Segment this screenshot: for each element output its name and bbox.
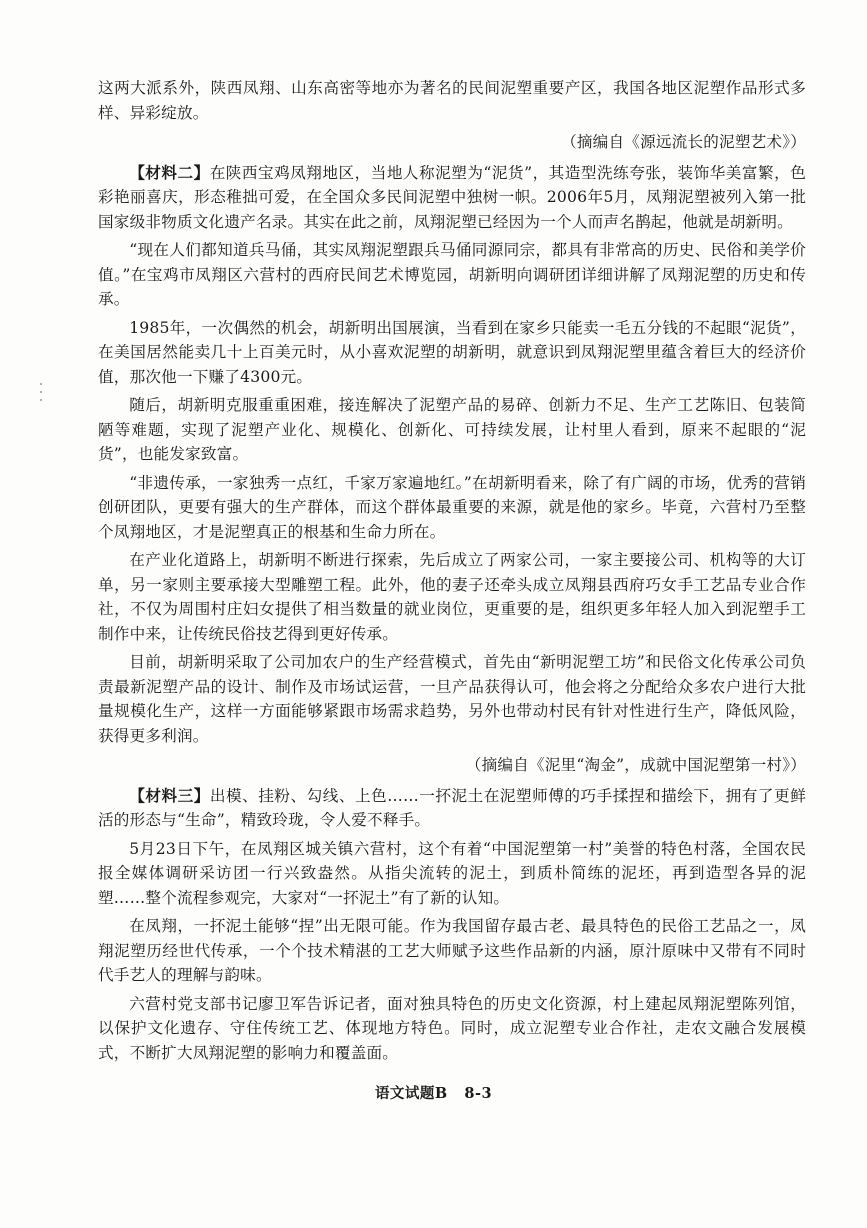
article-body [98, 76, 806, 1069]
scan-speck [40, 399, 42, 401]
material2-paragraph: “非遗传承，一家独秀一点红，千家万家遍地红。”在胡新明看来，除了有广阔的市场，优秀的营销创研团队，更要有强大的生产群体，而这个群体最重要的来源，就是他的家乡。毕竟，六营村乃至整个凤翔地区，才是泥塑真正的根基和生命力所在。 [98, 473, 806, 541]
material3-paragraph [98, 784, 806, 833]
material2-paragraph: 在产业化道路上，胡新明不断进行探索，先后成立了两家公司，一家主要接公司、机构等的大订单，另一家则主要承接大型雕塑工程。此外，他的妻子还牵头成立凤翔县西府巧女手工艺品专业合作社，不仅为周围村庄妇女提供了相当数量的就业岗位，更重要的是，组织更多年轻人加入到泥塑手工制作中来，让传统民俗技艺得到更好传承。 [98, 551, 806, 643]
material2-paragraph: 随后，胡新明克服重重困难，接连解决了泥塑产品的易碎、创新力不足、生产工艺陈旧、包装简陋等难题，实现了泥塑产业化、规模化、创新化、可持续发展，让村里人看到，原来不起眼的“泥货”，也能发家致富。 [98, 396, 806, 463]
material2-paragraph: 1985年，一次偶然的机会，胡新明出国展演，当看到在家乡只能卖一毛五分钱的不起眼“泥货”，在美国居然能卖几十上百美元时，从小喜欢泥塑的胡新明，就意识到凤翔泥塑里蕴含着巨大的经济价值，那次他一下赚了4300元。 [98, 318, 806, 386]
material3-paragraph-text: 出模、挂粉、勾线、上色……一抔泥土在泥塑师傅的巧手揉捏和描绘下，拥有了更鲜活的形态与“生命”，精致玲珑，令人爱不释手。 [98, 786, 806, 829]
page-number: 8-3 [464, 1085, 493, 1102]
material2-paragraph-text: 在陕西宝鸡凤翔地区，当地人称泥塑为“泥货”，其造型洗练夸张，装饰华美富繁，色彩艳丽喜庆，形态稚拙可爱，在全国众多民间泥塑中独树一帜。2006年5月，凤翔泥塑被列入第一批国家级非物质文化遗产名录。其实在此之前，凤翔泥塑已经因为一个人而声名鹊起，他就是胡新明。 [98, 163, 806, 231]
material2-paragraph [98, 161, 806, 235]
material3-paragraph: 在凤翔，一抔泥土能够“捏”出无限可能。作为我国留存最古老、最具特色的民俗工艺品之一，凤翔泥塑历经世代传承，一个个技术精湛的工艺大师赋予这些作品新的内涵，原汁原味中又带有不同时代手艺人的理解与韵味。 [98, 917, 806, 984]
source-citation: （摘编自《泥里“淘金”，成就中国泥塑第一村》） [465, 756, 806, 774]
material2-paragraph: 目前，胡新明采取了公司加农户的生产经营模式，首先由“新明泥塑工坊”和民俗文化传承公司负责最新泥塑产品的设计、制作及市场试运营，一旦产品获得认可，他会将之分配给众多农户进行大批量规模化生产，这样一方面能够紧跟市场需求趋势，另外也带动村民有针对性进行生产，降低风险，获得更多利润。 [98, 653, 806, 745]
page-footer [0, 1082, 867, 1103]
scan-speck [40, 391, 42, 393]
source-citation: （摘编自《源远流长的泥塑艺术》） [561, 133, 806, 151]
scan-speck [40, 383, 42, 385]
material2-paragraph: “现在人们都知道兵马俑，其实凤翔泥塑跟兵马俑同源同宗，都具有非常高的历史、民俗和美学价值。”在宝鸡市凤翔区六营村的西府民间艺术博览园，胡新明向调研团详细讲解了凤翔泥塑的历史和传承。 [98, 241, 806, 308]
exam-label: 语文试题B [374, 1085, 448, 1102]
material3-heading: 【材料三】 [129, 785, 210, 805]
intro-paragraph: 这两大派系外，陕西凤翔、山东高密等地亦为著名的民间泥塑重要产区，我国各地区泥塑作品形式多样、异彩绽放。 [98, 79, 806, 122]
material3-paragraph: 5月23日下午，在凤翔区城关镇六营村，这个有着“中国泥塑第一村”美誉的特色村落，全国农民报全媒体调研采访团一行兴致盎然。从指尖流转的泥土，到质朴简练的泥坯，再到造型各异的泥塑……整个流程参观完，大家对“一抔泥土”有了新的认知。 [98, 839, 806, 907]
material3-paragraph: 六营村党支部书记廖卫军告诉记者，面对独具特色的历史文化资源，村上建起凤翔泥塑陈列馆，以保护文化遗存、守住传统工艺、体现地方特色。同时，成立泥塑专业合作社，走农文融合发展模式，不断扩大凤翔泥塑的影响力和覆盖面。 [98, 994, 806, 1062]
material2-heading: 【材料二】 [129, 162, 210, 182]
